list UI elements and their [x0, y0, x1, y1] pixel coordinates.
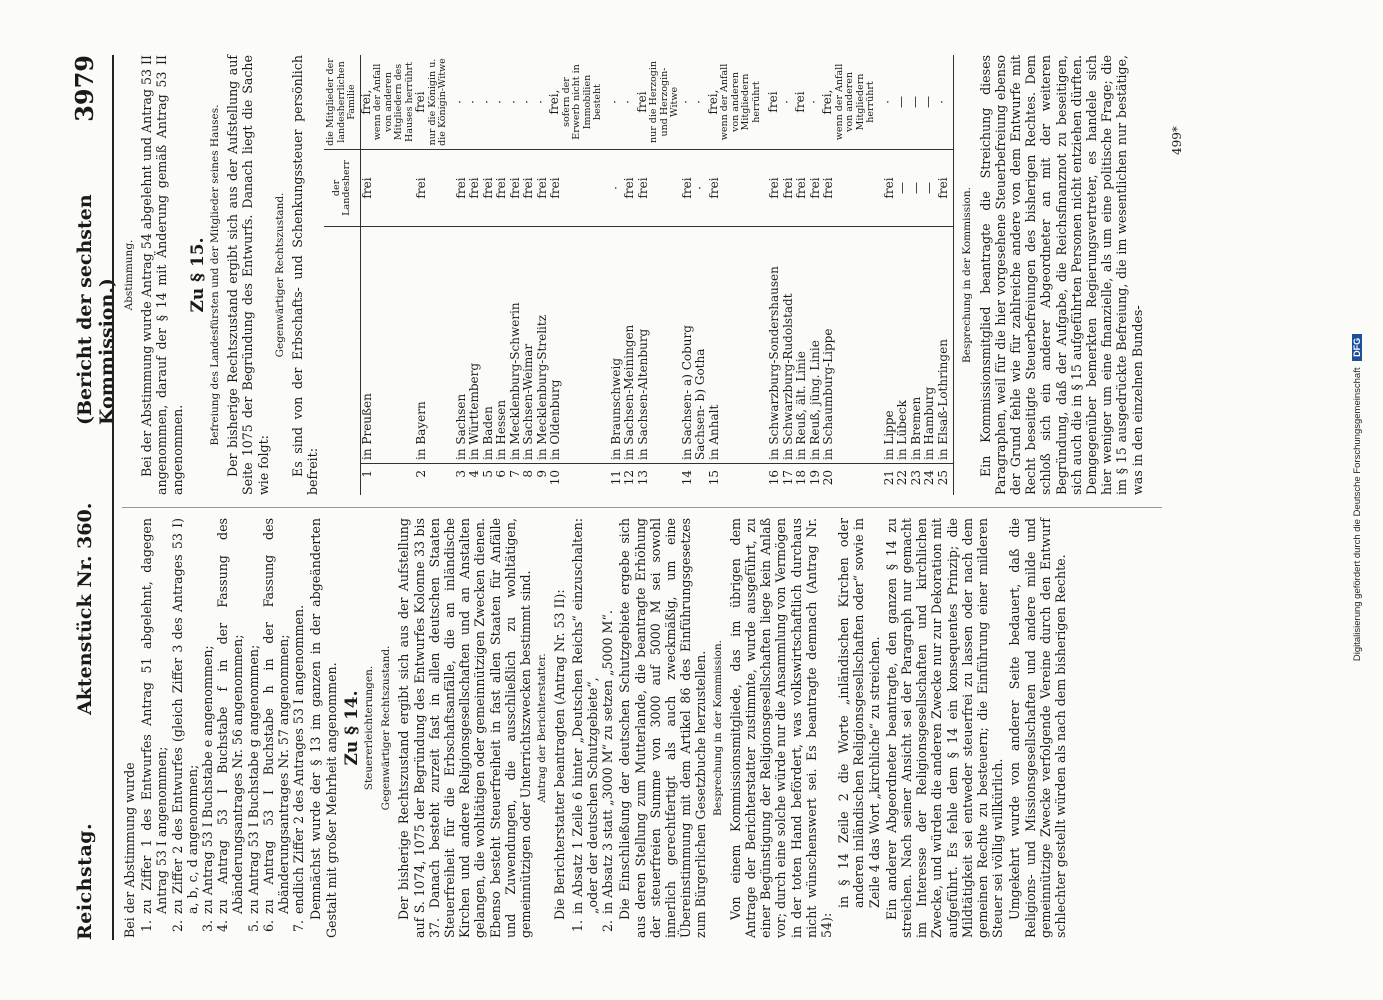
table-row [923, 55, 937, 495]
row-number: 2 [414, 470, 429, 478]
row-state: Sachsen- b) Gotha [694, 227, 708, 464]
section-15-heading: Zu § 15. [187, 237, 208, 313]
row-familie-value: frei, [547, 89, 562, 115]
section-15-paragraph-2: Es sind von der Erbschafts- und Schenkungssteuer persönlich befreit: [290, 55, 321, 495]
table-row [937, 55, 954, 495]
table-row [415, 55, 449, 495]
row-state: in Sachsen [449, 227, 469, 464]
row-familie-value: · [934, 100, 949, 104]
table-row [522, 55, 536, 495]
row-landesherr: — [923, 150, 937, 227]
row-state: in Sachsen-Altenburg [637, 227, 681, 464]
antrag-paragraph: Die Einschließung der deutschen Schutzgebiete ergebe sich aus deren Stellung zum Mutterlande, die beantragte Erhöhung der steuerfreien Summe von 3000 auf 5000 M sei sowohl innerlich gerechtfertigt als auch zweckmäßig, um eine Übereinstimmung mit dem Artikel 86 des Einführungsgesetzes zum Bürgerlichen Gesetzbuche herzustellen. [617, 518, 709, 938]
row-landesherr: frei [937, 150, 954, 227]
table-row [822, 55, 877, 495]
row-number: 11 [608, 470, 623, 486]
vote-result: Demnächst wurde der § 13 im ganzen in der abgeänderten Gestalt mit großer Mehrheit angenommen. [308, 518, 339, 938]
besprechung-heading: Besprechung in der Kommission. [711, 640, 724, 816]
dfg-logo: DFG [1352, 334, 1362, 361]
row-familie-note: nur die Herzogin und Herzogin-Witwe [648, 61, 681, 143]
row-landesherr: — [910, 150, 924, 227]
table-header-row [324, 55, 360, 495]
row-state: in Bayern [415, 227, 449, 464]
vote-item: 3.zu Antrag 53 I Buchstabe e angenommen; [200, 645, 216, 932]
besprechung-paragraph-3: Umgekehrt wurde von anderer Seite bedauert, daß die Religions- und Missionsgesellschaften und andere milde und gemeinnützige Zwecke verfolgende Vereine durch den Entwurf schlechter gestellt würden als nach dem bisherigen Rechte. [1007, 518, 1068, 938]
row-familie-note: nur die Königin u. die Königin-Witwe [426, 58, 449, 146]
row-number: 16 [767, 470, 782, 486]
abstimmung-paragraph: Bei der Abstimmung wurde Antrag 54 abgelehnt und Antrag 53 II angenommen, darauf der § 14 mit Änderung gemäß Antrag 53 II angenommen. [139, 55, 185, 495]
row-familie-note: sofern der Erwerb nicht in Immobilien besteht [560, 64, 604, 140]
table-row [910, 55, 924, 495]
row-familie-value: frei [793, 91, 808, 113]
table-row [549, 55, 604, 495]
row-number: 9 [534, 470, 549, 478]
section-14-heading: Zu § 14. [341, 690, 362, 766]
page-number: 3979 [70, 55, 99, 122]
header-left: Reichstag. [74, 822, 96, 940]
besprechung-paragraph-2: Ein anderer Abgeordneter beantragte, den ganzen § 14 zu streichen. Nach seiner Ansicht sei der Paragraph nur gemacht im Interesse der Religionsgesellschaften und kirchlichen Zwecke, und würden die anderen Zwecke nur zur Dekoration mit aufgeführt. Es fehle dem § 14 ein konsequentes Prinzip; die Mildtätigkeit sei entweder steuerfrei zu lassen oder nach dem gemeinen Rechte zu besteuern; die Einführung einer milderen Steuer sei völlig willkürlich. [883, 518, 1006, 938]
row-landesherr: frei [809, 150, 823, 227]
sheet-signature: 499* [1170, 126, 1184, 155]
row-familie-value: — [894, 96, 909, 108]
row-familie-value: frei, [358, 89, 373, 115]
row-state: in Reuß, jüng. Linie [809, 227, 823, 464]
row-number: 17 [780, 470, 795, 486]
tax-exemption-table [324, 55, 954, 495]
row-familie-value: frei [766, 91, 781, 113]
table-row [782, 55, 796, 495]
row-landesherr: frei [681, 150, 695, 227]
row-number: 22 [895, 470, 910, 486]
row-familie-value: · [493, 100, 508, 104]
row-landesherr: frei [637, 150, 681, 227]
row-number: 15 [706, 470, 721, 486]
row-state: in Mecklenburg-Schwerin [509, 227, 523, 464]
digitization-text: Digitalisierung gefördert durch die Deutsche Forschungsgemeinschaft [1352, 367, 1363, 662]
row-number: 20 [821, 470, 836, 486]
header-report-title: (Bericht der sechsten Kommission.) [74, 194, 118, 425]
row-familie-value: · [452, 100, 467, 104]
vote-item: 4.zu Antrag 53 I Buchstabe f in der Fassung des Abänderungsantrages Nr. 56 angenommen; [215, 518, 246, 932]
row-number: 23 [908, 470, 923, 486]
row-familie-value: frei [634, 91, 649, 113]
row-number: 7 [507, 470, 522, 478]
table-header-landesherr: der Landesherr [324, 150, 360, 227]
row-familie-value: frei [413, 91, 428, 113]
row-familie-value: · [506, 100, 521, 104]
row-familie-value: frei, [705, 89, 720, 115]
row-state: in Braunschweig [604, 227, 624, 464]
row-landesherr: frei [623, 150, 637, 227]
vote-item: 5.zu Antrag 53 I Buchstabe g angenommen; [245, 644, 261, 932]
table-row [509, 55, 523, 495]
vote-item: 6.zu Antrag 53 I Buchstabe h in der Fassung des Abänderungsantrages Nr. 57 angenommen; [260, 518, 292, 932]
row-landesherr: frei [482, 150, 496, 227]
antrag-item: 2.in Absatz 3 statt „3000 M“ zu setzen „5000 M“. [600, 610, 616, 932]
row-familie-note: wenn der Anfall von anderen Mitgliedern des Hauses herrührt [372, 62, 415, 142]
row-familie-note: wenn der Anfall von anderen Mitgliedern herrührt [833, 63, 877, 141]
antrag-intro: Die Berichterstatter beantragten (Antrag Nr. 53 II): [552, 589, 568, 920]
page-header [70, 55, 118, 940]
vote-item: 2.zu Ziffer 2 des Entwurfes (gleich Ziffer 3 des Antrages 53 I) a, b, c, d angenommen; [169, 518, 200, 932]
row-number: 10 [548, 470, 563, 486]
row-state: in Baden [482, 227, 496, 464]
column-separator [122, 507, 1162, 508]
antrag-list [570, 518, 616, 938]
row-familie-value: · [678, 100, 693, 104]
row-landesherr: frei [795, 150, 809, 227]
row-landesherr: frei [782, 150, 796, 227]
section-14-paragraph: Der bisherige Rechtszustand ergibt sich aus der Aufstellung auf S. 1074, 1075 der Begründung des Entwurfes Kolonne 33 bis 37. Danach besteht zurzeit fast in allen deutschen Staaten Steuerfreiheit für die Erbschaftsanfälle, die an inländische Kirchen und andere Religionsgesellschaften und an Anstalten gelangen, die wohltätigen oder gemeinnützigen Zwecken dienen. Ebenso besteht Steuerfreiheit in fast allen Staaten für Anfälle und Zuwendungen, die ausschließlich zu wohltätigen, gemeinnützigen oder Unterrichtszwecken bestimmt sind. [396, 518, 534, 938]
row-landesherr: · [604, 150, 624, 227]
row-number: 24 [922, 470, 937, 486]
table-row [809, 55, 823, 495]
table-row [536, 55, 550, 495]
table-row [896, 55, 910, 495]
row-familie-value: · [880, 100, 895, 104]
table-row [694, 55, 708, 495]
row-familie-value: · [806, 100, 821, 104]
section-15-subtitle-2: Gegenwärtiger Rechtszustand. [273, 192, 286, 358]
row-landesherr: frei [495, 150, 509, 227]
row-landesherr: frei [549, 150, 604, 227]
row-number: 13 [635, 470, 650, 486]
row-familie [934, 55, 954, 150]
row-familie [822, 55, 877, 150]
row-landesherr: frei [468, 150, 482, 227]
besprechung-15-heading: Besprechung in der Kommission. [961, 187, 974, 363]
row-familie [634, 55, 681, 150]
table-row [877, 55, 897, 495]
row-state: in Sachsen-Meiningen [623, 227, 637, 464]
row-landesherr: frei [536, 150, 550, 227]
row-familie-value: · [692, 100, 707, 104]
table-row [762, 55, 782, 495]
row-state: in Sachsen-Weimar [522, 227, 536, 464]
section-15-paragraph-1: Der bisherige Rechtszustand ergibt sich aus der Aufstellung auf Seite 1075 der Begründung des Entwurfs. Danach liegt die Sache wie folgt: [225, 55, 271, 495]
vote-item: 7.endlich Ziffer 2 des Antrages 53 I angenommen. [291, 604, 307, 932]
row-state: in Mecklenburg-Strelitz [536, 227, 550, 464]
row-familie-note: wenn der Anfall von anderen Mitgliedern herrührt [719, 63, 762, 141]
row-landesherr: frei [822, 150, 877, 227]
section-15-subtitle: Befreiung des Landesfürsten und der Mitglieder seines Hauses. [209, 104, 222, 446]
section-14-subtitle-2: Gegenwärtiger Rechtszustand. [380, 645, 393, 811]
table-row [623, 55, 637, 495]
row-landesherr: frei [877, 150, 897, 227]
row-state: in Schaumburg-Lippe [822, 227, 877, 464]
table-header-state [324, 227, 360, 496]
table-row [449, 55, 469, 495]
table-header-familie: die Mitglieder der landesherrlichen Familie [324, 55, 360, 150]
row-landesherr: frei [522, 150, 536, 227]
row-familie-value: · [779, 100, 794, 104]
row-number: 21 [881, 470, 896, 486]
row-familie-value: · [466, 100, 481, 104]
row-landesherr: frei [360, 150, 415, 227]
row-state: in Württemberg [468, 227, 482, 464]
table-row [360, 55, 415, 495]
table-row [495, 55, 509, 495]
row-state: in Lippe [877, 227, 897, 464]
right-column [122, 55, 1147, 495]
row-familie-value: — [907, 96, 922, 108]
table-body [360, 55, 954, 495]
table-row [708, 55, 763, 495]
row-number: 4 [467, 470, 482, 478]
row-landesherr: frei [708, 150, 763, 227]
besprechung-15-paragraph: Ein Kommissionsmitglied beantragte die Streichung dieses Paragraphen, weil für die hier vorgesehene Steuerbefreiung ebenso der Grund fehle wie für zahlreiche andere von dem Entwurfe mit Recht beseitigte Steuerbefreiungen des bisherigen Rechtes. Dem schloß sich ein anderer Abgeordneter an mit der weiteren Begründung, daß der Aufgabe, die Reichsfinanznot zu beseitigen, sich auch die in § 15 aufgeführten Personen nicht entziehen dürften. Demgegenüber bemerkten Regierungsvertreter, es handele sich hier weniger um eine finanzielle, als um eine politische Frage; die im § 15 ausgedrückte Befreiung, die im wesentlichen nur bestätige, was in den einzelnen Bundes- [977, 55, 1145, 495]
row-number: 5 [480, 470, 495, 478]
row-number: 1 [359, 470, 374, 478]
row-familie [415, 55, 449, 150]
table-row [795, 55, 809, 495]
vote-list [139, 518, 306, 938]
row-number: 14 [679, 470, 694, 486]
row-state: in Schwarzburg-Sondershausen [762, 227, 782, 464]
row-number: 19 [807, 470, 822, 486]
row-state: in Hessen [495, 227, 509, 464]
header-document-number: Aktenstück Nr. 360. [74, 502, 96, 715]
row-familie-value: · [520, 100, 535, 104]
vote-intro: Bei der Abstimmung wurde [122, 762, 137, 938]
row-familie-value: · [533, 100, 548, 104]
row-familie-value: · [479, 100, 494, 104]
row-number: 12 [622, 470, 637, 486]
row-familie-value: · [607, 100, 622, 104]
table-row [482, 55, 496, 495]
antrag-item: 1.in Absatz 1 Zeile 6 hinter „Deutschen Reichs“ einzuschalten: „oder der deutschen Schutzgebiete“, [569, 518, 600, 932]
row-number: 25 [937, 464, 954, 496]
section-14-subtitle: Steuererleichterungen. [363, 665, 376, 791]
row-familie-value: frei, [820, 89, 835, 115]
header-rule [112, 55, 114, 940]
row-number: 6 [494, 470, 509, 478]
row-state: in Sachsen- a) Coburg [681, 227, 695, 464]
row-landesherr: frei [762, 150, 782, 227]
row-state: in Oldenburg [549, 227, 604, 464]
row-number: 18 [794, 470, 809, 486]
abstimmung-heading: Abstimmung. [123, 239, 135, 311]
besprechung-quote: in § 14 Zeile 2 die Worte „inländischen Kirchen oder anderen inländischen Religionsgesellschaften oder“ sowie in Zeile 4 das Wort „kirchliche“ zu streichen. [836, 518, 882, 908]
row-number [694, 464, 708, 496]
row-state: in Schwarzburg-Rudolstadt [782, 227, 796, 464]
row-state: in Anhalt [708, 227, 763, 464]
row-state: in Bremen [910, 227, 924, 464]
row-landesherr: frei [449, 150, 469, 227]
left-column [122, 518, 1070, 938]
row-state: in Hamburg [923, 227, 937, 464]
besprechung-paragraph-1: Von einem Kommissionsmitgliede, das im übrigen dem Antrage der Berichterstatter zustimmte, wurde ausgeführt, zu einer Begünstigung der Religionsgesellschaften liege kein Anlaß vor; durch eine solche würde nur die Ansammlung von Vermögen in der toten Hand befördert, was volkswirtschaftlich durchaus nicht wünschenswert sei. Es beantragte demnach (Antrag Nr. 54): [727, 518, 834, 938]
table-row [604, 55, 624, 495]
row-number: 3 [453, 470, 468, 478]
row-landesherr: frei [415, 150, 449, 227]
row-familie [360, 55, 415, 150]
row-landesherr: frei [509, 150, 523, 227]
table-row [468, 55, 482, 495]
digitization-note [1352, 55, 1363, 940]
row-number: 8 [521, 470, 536, 478]
table-row [637, 55, 681, 495]
row-familie [705, 55, 763, 150]
row-state: in Lübeck [896, 227, 910, 464]
antrag-heading: Antrag der Berichterstatter. [536, 653, 549, 803]
row-familie [549, 55, 604, 150]
row-state: in Reuß, ält. Linie [795, 227, 809, 464]
row-state: in Elsaß-Lothringen [937, 227, 954, 464]
row-landesherr: — [896, 150, 910, 227]
row-familie-value: — [921, 96, 936, 108]
vote-item: 1.zu Ziffer 1 des Entwurfes Antrag 51 abgelehnt, dagegen Antrag 53 I angenommen; [139, 518, 170, 932]
row-landesherr: · [694, 150, 708, 227]
row-familie-value: · [621, 100, 636, 104]
table-row [681, 55, 695, 495]
row-state: in Preußen [360, 227, 415, 464]
